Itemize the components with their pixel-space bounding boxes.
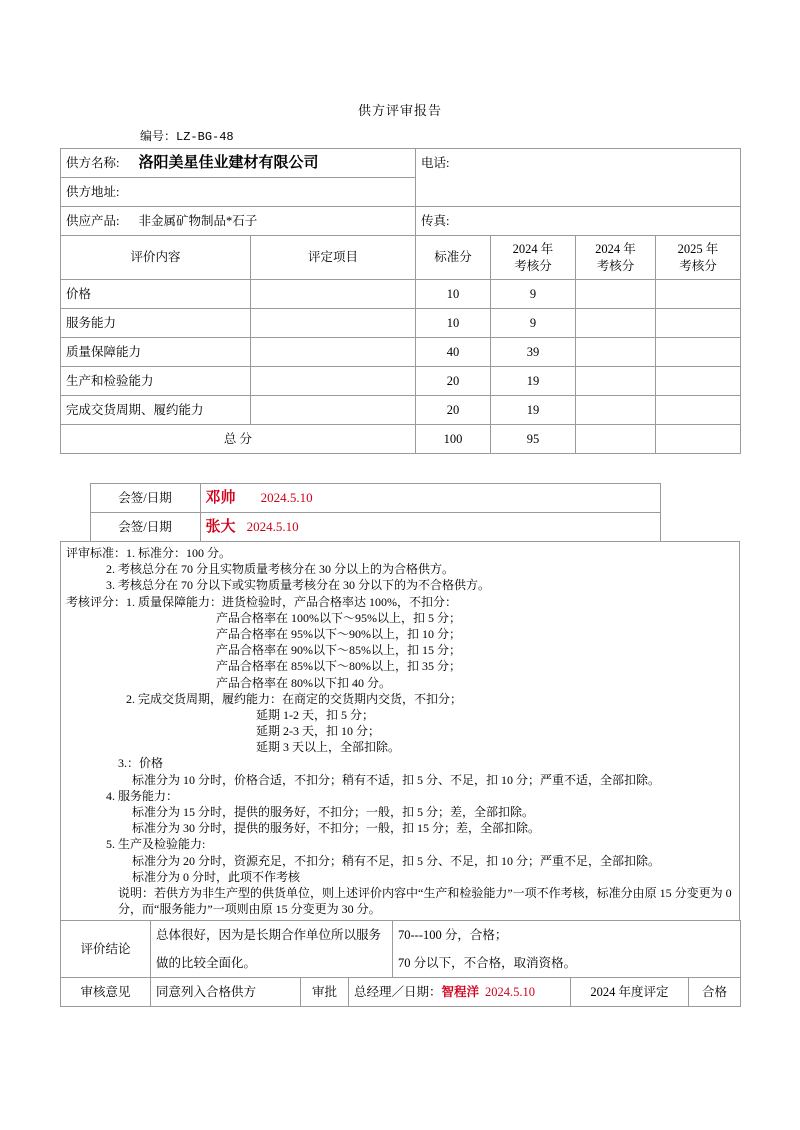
countersign-label: 会签/日期	[90, 484, 200, 513]
conclusion-row	[61, 949, 741, 978]
manager-date: 2024.5.10	[485, 984, 536, 999]
signature-gutter	[60, 484, 90, 513]
score-row-year1: 9	[491, 309, 576, 338]
criteria-line: 产品合格率在 95%以下～90%以上，扣 10 分；	[216, 626, 461, 641]
table-row	[61, 396, 741, 425]
criteria-line: 5. 生产及检验能力:	[106, 837, 206, 852]
criteria-line: 产品合格率在 100%以下～95%以上，扣 5 分；	[216, 610, 461, 625]
criteria-line: 产品合格率在 85%以下～80%以上，扣 35 分；	[216, 659, 461, 674]
table-header-row	[61, 236, 741, 280]
score-row-item	[251, 396, 416, 425]
countersign-label: 会签/日期	[90, 513, 200, 542]
criteria-line: 标准分为 0 分时，此项不作考核	[132, 869, 301, 884]
score-row-item	[251, 367, 416, 396]
total-year2	[576, 425, 656, 454]
criteria-line: 延期 1-2 天，扣 5 分；	[256, 707, 374, 722]
col-header-year3	[656, 236, 741, 280]
report-sheet	[60, 100, 740, 1007]
countersign-date: 2024.5.10	[260, 489, 313, 505]
criteria-line: 延期 2-3 天，扣 10 分；	[256, 724, 380, 739]
page-title: 供方评审报告	[357, 103, 442, 118]
score-row-content: 生产和检验能力	[61, 367, 251, 396]
score-row-content: 质量保障能力	[61, 338, 251, 367]
col-header-item: 评定项目	[251, 236, 416, 280]
manager-label: 总经理／日期：	[354, 984, 442, 999]
score-row-year1: 19	[491, 367, 576, 396]
total-standard: 100	[416, 425, 491, 454]
signature-gutter	[60, 513, 90, 542]
conclusion-row	[61, 921, 741, 950]
col-header-year3-line1: 2025 年	[677, 241, 719, 256]
criteria-note: 说明：若供方为非生产型的供货单位，则上述评价内容中“生产和检验能力”一项不作考核，标准分由原 15 分变更为 0 分，而“服务能力”一项则由原 15 分变更为 30 分。	[118, 885, 732, 917]
manager-name: 智程洋	[441, 984, 480, 999]
phone-label: 电话:	[416, 149, 491, 178]
supplier-address-value	[134, 178, 416, 207]
approval-value: 同意列入合格供方	[151, 978, 301, 1007]
conclusion-scale-line2: 70 分以下，不合格，取消资格。	[393, 949, 741, 978]
manager-sign-cell	[349, 978, 571, 1007]
score-row-standard: 40	[416, 338, 491, 367]
signature-table	[60, 483, 740, 542]
supplier-name-value: 洛阳美星佳业建材有限公司	[134, 149, 416, 178]
table-row	[61, 207, 741, 236]
col-header-year1	[491, 236, 576, 280]
score-row-standard: 20	[416, 367, 491, 396]
criteria-table	[60, 541, 740, 921]
supply-product-value: 非金属矿物制品*石子	[134, 207, 416, 236]
criteria-row	[61, 542, 740, 921]
score-row-standard: 20	[416, 396, 491, 425]
col-header-content: 评价内容	[61, 236, 251, 280]
signature-gutter-right	[660, 484, 740, 513]
score-row-content: 服务能力	[61, 309, 251, 338]
conclusion-table	[60, 920, 741, 978]
criteria-line: 2. 完成交货周期，履约能力：在商定的交货期内交货，不扣分；	[126, 691, 463, 706]
score-row-year2	[576, 280, 656, 309]
col-header-year2-line1: 2024 年	[595, 241, 636, 256]
countersign-value	[200, 484, 660, 513]
criteria-line: 产品合格率在 90%以下～85%以上，扣 15 分；	[216, 643, 461, 658]
score-row-year2	[576, 396, 656, 425]
score-row-standard: 10	[416, 280, 491, 309]
year-review-label: 2024 年度评定	[571, 978, 689, 1007]
fax-label: 传真:	[416, 207, 491, 236]
criteria-line: 3.：价格	[118, 756, 164, 771]
document-code	[140, 127, 740, 144]
total-year1: 95	[491, 425, 576, 454]
score-row-year3	[656, 367, 741, 396]
approval-label: 审核意见	[61, 978, 151, 1007]
score-row-item	[251, 280, 416, 309]
criteria-line: 3. 考核总分在 70 分以下或实物质量考核分在 30 分以下的为不合格供方。	[106, 578, 491, 593]
score-row-content: 价格	[61, 280, 251, 309]
criteria-line: 标准分为 30 分时，提供的服务好，不扣分；一般，扣 15 分；差，全部扣除。	[132, 821, 541, 836]
table-row	[61, 178, 741, 207]
approval-row	[61, 978, 741, 1007]
criteria-line: 标准分为 10 分时，价格合适，不扣分；稍有不适，扣 5 分、不足，扣 10 分；严重不适，全部扣除。	[132, 772, 661, 787]
phone-spacer	[416, 178, 491, 207]
supplier-address-label: 供方地址:	[61, 178, 134, 207]
criteria-line: 2. 考核总分在 70 分且实物质量考核分在 30 分以上的为合格供方。	[106, 562, 455, 577]
col-header-year2	[576, 236, 656, 280]
conclusion-scale-line1: 70---100 分，合格；	[393, 921, 741, 950]
col-header-year2-line2: 考核分	[596, 258, 635, 273]
total-label: 总 分	[61, 425, 416, 454]
document-code-value: LZ-BG-48	[176, 130, 234, 144]
criteria-line: 标准分为 15 分时，提供的服务好，不扣分；一般，扣 5 分；差，全部扣除。	[132, 805, 535, 819]
signature-gutter-right	[660, 513, 740, 542]
table-total-row	[61, 425, 741, 454]
score-row-item	[251, 309, 416, 338]
approve-label: 审批	[301, 978, 349, 1007]
score-row-content: 完成交货周期、履约能力	[61, 396, 251, 425]
score-row-year1: 9	[491, 280, 576, 309]
header-fields-table	[60, 148, 741, 236]
supply-product-label: 供应产品:	[61, 207, 134, 236]
supplier-name-label: 供方名称:	[61, 149, 134, 178]
score-row-year1: 19	[491, 396, 576, 425]
criteria-line: 延期 3 天以上，全部扣除。	[256, 740, 401, 755]
col-header-year1-line1: 2024 年	[512, 241, 554, 256]
score-row-year3	[656, 309, 741, 338]
criteria-line: 产品合格率在 80%以下扣 40 分。	[216, 675, 391, 690]
approval-table	[60, 977, 741, 1007]
table-row	[61, 280, 741, 309]
conclusion-text-line2: 做的比较全面化。	[151, 949, 393, 978]
criteria-line: 评审标准：1. 标准分：100 分。	[66, 546, 232, 560]
signature-row	[60, 513, 740, 542]
countersign-name: 邓帅	[205, 489, 236, 506]
score-row-year2	[576, 309, 656, 338]
col-header-standard: 标准分	[416, 236, 491, 280]
score-row-year3	[656, 280, 741, 309]
conclusion-label: 评价结论	[61, 921, 151, 978]
criteria-line: 标准分为 20 分时，资源充足，不扣分；稍有不足，扣 5 分、不足，扣 10 分；严重不足，全部扣除。	[132, 853, 661, 868]
score-row-year2	[576, 338, 656, 367]
table-spacer-row	[61, 454, 741, 485]
phone-value	[491, 149, 741, 178]
table-row	[61, 149, 741, 178]
document-code-label: 编号：	[140, 130, 177, 144]
col-header-year1-line2: 考核分	[514, 258, 552, 273]
table-row	[61, 309, 741, 338]
year-review-value: 合格	[689, 978, 741, 1007]
criteria-line: 考核评分：1. 质量保障能力：进货检验时，产品合格率达 100%，不扣分：	[66, 594, 457, 609]
score-table	[60, 235, 741, 484]
countersign-value	[200, 513, 660, 542]
score-row-year1: 39	[491, 338, 576, 367]
countersign-name: 张大	[205, 518, 236, 535]
conclusion-text-line1: 总体很好，因为是长期合作单位所以服务	[151, 921, 393, 950]
score-row-year3	[656, 338, 741, 367]
criteria-cell	[61, 542, 740, 921]
countersign-date: 2024.5.10	[246, 518, 299, 534]
score-row-year3	[656, 396, 741, 425]
signature-row	[60, 484, 740, 513]
score-row-year2	[576, 367, 656, 396]
table-row	[61, 367, 741, 396]
score-row-item	[251, 338, 416, 367]
phone-spacer-2	[491, 178, 741, 207]
score-row-standard: 10	[416, 309, 491, 338]
table-row	[61, 338, 741, 367]
total-year3	[656, 425, 741, 454]
col-header-year3-line2: 考核分	[679, 258, 717, 273]
fax-value	[491, 207, 741, 236]
criteria-line: 4. 服务能力：	[106, 788, 179, 803]
